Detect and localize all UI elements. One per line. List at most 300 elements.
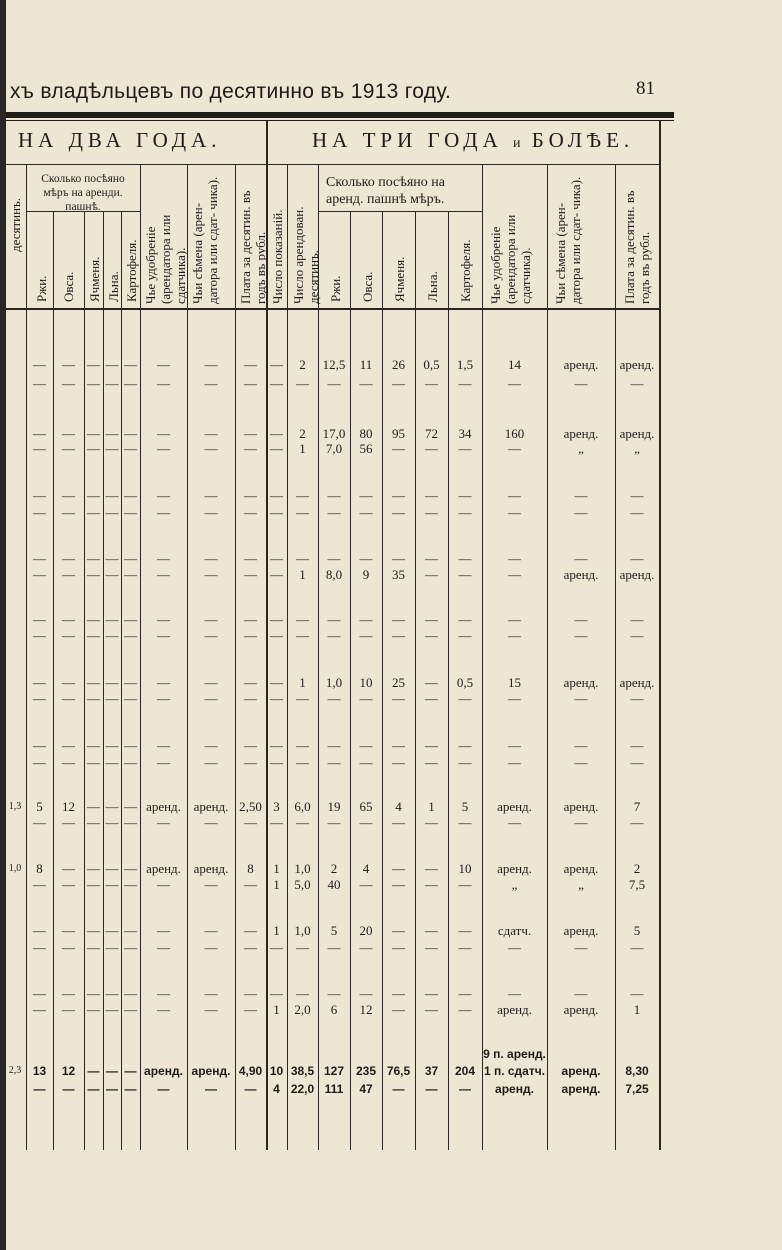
table-cell: — (62, 691, 75, 706)
table-cell: — (204, 612, 218, 627)
table-cell: — (204, 877, 218, 892)
table-cell: — (270, 376, 283, 391)
table-cell: — (425, 755, 438, 770)
table-cell: — (296, 376, 309, 391)
table-cell: — (425, 1082, 438, 1096)
table-cell: — (458, 923, 472, 938)
table-cell: — (124, 551, 137, 566)
table-cell: — (204, 940, 218, 955)
table-cell: 7,0 (325, 441, 343, 456)
table-cell: — (62, 815, 75, 830)
table-cell: — (204, 815, 218, 830)
table-cell: — (124, 426, 137, 441)
table-cell: — (204, 426, 218, 441)
table-cell: 2 (299, 426, 306, 441)
table-cell: — (33, 488, 46, 503)
table-cell: — (574, 940, 588, 955)
table-cell: — (87, 1064, 100, 1078)
table-cell: — (458, 376, 472, 391)
table-cell: — (124, 861, 137, 876)
table-cell: — (574, 986, 588, 1001)
table-cell: „ (578, 441, 584, 456)
table-cell: — (204, 1002, 218, 1017)
table-cell: — (359, 815, 373, 830)
header-rye: Ржи. (34, 275, 49, 302)
table-cell: — (327, 940, 341, 955)
table-cell: — (124, 877, 137, 892)
table-cell: — (105, 877, 119, 892)
table-cell: — (157, 376, 170, 391)
table-cell: — (105, 861, 119, 876)
table-cell: 7,5 (628, 877, 646, 892)
table-cell: — (244, 815, 257, 830)
table-cell: „ (634, 441, 640, 456)
table-cell: — (62, 551, 75, 566)
table-cell: — (270, 628, 283, 643)
table-cell: — (425, 376, 438, 391)
section-three-more: БОЛѢЕ. (531, 128, 635, 152)
table-cell: — (392, 815, 405, 830)
table-cell: — (425, 877, 438, 892)
table-cell: — (392, 376, 405, 391)
table-cell: — (327, 738, 341, 753)
table-cell: 0,5 (423, 357, 440, 372)
table-cell: — (270, 738, 283, 753)
table-cell: — (33, 815, 46, 830)
table-cell: — (62, 923, 75, 938)
table-cell: — (124, 1002, 137, 1017)
table-cell: — (327, 551, 341, 566)
table-cell: — (574, 738, 588, 753)
table-cell: — (359, 738, 373, 753)
table-cell: — (33, 738, 46, 753)
table-cell: 38,5 (290, 1064, 315, 1078)
table-cell: — (204, 488, 218, 503)
table-cell: 1 (299, 675, 306, 690)
table-cell: аренд. (497, 1002, 532, 1017)
table-cell: — (459, 1082, 471, 1096)
table-cell: — (270, 986, 283, 1001)
table-cell: 8,30 (625, 1064, 649, 1078)
table-cell: — (458, 691, 472, 706)
table-cell: — (33, 675, 46, 690)
table-cell: 1 (273, 877, 280, 892)
table-cell: — (392, 488, 405, 503)
table-cell: — (157, 940, 170, 955)
table-cell: — (630, 738, 644, 753)
table-cell: — (392, 877, 405, 892)
table-cell: 8,0 (325, 567, 343, 582)
table-cell: 4 (362, 861, 370, 876)
table-cell: 2 (299, 357, 306, 372)
table-cell: сдатч. (497, 923, 532, 938)
table-cell: — (574, 628, 588, 643)
table-cell: — (359, 940, 373, 955)
table-cell: — (124, 1064, 137, 1078)
table-cell: — (425, 861, 438, 876)
table-cell: — (87, 940, 100, 955)
page-number: 81 (636, 78, 655, 99)
table-cell: 2,0 (294, 1002, 311, 1017)
table-cell: — (508, 376, 521, 391)
table-cell: — (574, 488, 588, 503)
table-cell: — (425, 675, 438, 690)
table-cell: — (62, 877, 75, 892)
table-cell: „ (578, 877, 584, 892)
table-cell: — (62, 675, 75, 690)
table-cell: — (508, 940, 521, 955)
table-cell: — (105, 755, 119, 770)
table-cell: аренд. (619, 426, 655, 441)
table-cell: — (105, 815, 119, 830)
header-left-partial: десятинъ. (8, 197, 23, 252)
header-fertilizer-3: Чье удобреніе (арендатора или сдатчика). (488, 214, 533, 304)
table-cell: — (204, 357, 218, 372)
table-cell: — (204, 441, 218, 456)
table-cell: — (458, 441, 472, 456)
table-cell: 20 (359, 923, 373, 938)
table-cell: — (204, 755, 218, 770)
table-cell: 12,5 (322, 357, 346, 372)
table-cell: — (62, 1002, 75, 1017)
table-cell: — (244, 488, 257, 503)
table-cell: — (157, 738, 170, 753)
table-cell: 2 (633, 861, 641, 876)
table-cell: — (157, 923, 170, 938)
table-cell: — (630, 612, 644, 627)
header-group-two: Сколько посѣяно мѣръ на аренди. пашнѣ. (41, 173, 125, 213)
table-cell: — (157, 1002, 170, 1017)
table-cell: — (630, 815, 644, 830)
table-cell: — (458, 612, 472, 627)
table-cell: — (458, 877, 472, 892)
table-cell: — (87, 441, 100, 456)
table-cell: 26 (392, 357, 405, 372)
table-cell: — (157, 488, 170, 503)
table-cell: — (105, 923, 119, 938)
table-cell: — (392, 1002, 405, 1017)
header-fertilizer: Чье удобреніе (арендатора или сдатчика). (143, 214, 188, 304)
table-cell: аренд. (563, 357, 599, 372)
table-cell: — (124, 376, 137, 391)
table-cell: — (62, 986, 75, 1001)
table-cell: — (630, 551, 644, 566)
table-cell: — (392, 738, 405, 753)
table-cell: — (124, 612, 137, 627)
table-cell: — (244, 612, 257, 627)
table-cell: 15 (508, 675, 521, 690)
table-cell: 1,0 (325, 675, 343, 690)
table-cell: — (296, 738, 309, 753)
table-cell: — (244, 357, 257, 372)
table-cell: — (62, 628, 75, 643)
table-cell: — (124, 738, 137, 753)
table-cell: — (105, 1002, 119, 1017)
header-oats: Овса. (61, 271, 76, 302)
table-cell: — (327, 815, 341, 830)
table-cell: — (270, 815, 283, 830)
table-cell: — (87, 376, 100, 391)
group-three-underline (318, 211, 482, 212)
table-cell: аренд. (563, 923, 599, 938)
table-cell: — (244, 738, 257, 753)
table-cell: 17,0 (322, 426, 346, 441)
table-cell: — (296, 755, 309, 770)
header-potato-3: Картофеля. (458, 239, 473, 302)
table-cell: — (392, 940, 405, 955)
table-cell: — (244, 986, 257, 1001)
table-cell: аренд. (497, 861, 532, 876)
table-cell: — (508, 441, 521, 456)
table-cell: — (508, 691, 521, 706)
header-num-shown: Число показаній. (270, 209, 285, 304)
table-cell: — (87, 488, 100, 503)
table-cell: — (87, 738, 100, 753)
table-cell: — (244, 441, 257, 456)
table-cell: — (157, 877, 170, 892)
table-cell: — (359, 755, 373, 770)
table-cell: — (244, 1002, 257, 1017)
table-cell: — (204, 505, 218, 520)
table-cell: аренд. (495, 1082, 534, 1096)
table-cell: 3 (273, 799, 280, 814)
table-cell: — (244, 877, 257, 892)
table-cell: — (270, 567, 283, 582)
table-cell: — (204, 923, 218, 938)
table-cell: — (105, 691, 119, 706)
table-cell: — (87, 799, 100, 814)
table-cell: — (574, 612, 588, 627)
table-cell: — (392, 628, 405, 643)
table-cell: — (392, 612, 405, 627)
table-cell: 12 (62, 799, 75, 814)
table-cell: 1 (273, 1002, 280, 1017)
table-cell: — (425, 691, 438, 706)
table-cell: — (392, 923, 405, 938)
table-cell: — (157, 628, 170, 643)
table-cell: 19 (327, 799, 341, 814)
table-cell: — (425, 441, 438, 456)
table-cell: — (359, 877, 373, 892)
table-cell: 127 (323, 1064, 345, 1078)
table-cell: — (157, 755, 170, 770)
table-cell: — (204, 628, 218, 643)
table-cell: — (574, 691, 588, 706)
header-rye-3: Ржи. (328, 275, 343, 302)
table-cell: 8 (247, 861, 254, 876)
table-cell: — (630, 755, 644, 770)
table-cell: — (124, 357, 137, 372)
table-cell: — (296, 488, 309, 503)
table-cell: — (574, 755, 588, 770)
table-cell: — (105, 357, 119, 372)
table-cell: — (87, 815, 100, 830)
table-cell: — (359, 488, 373, 503)
table-cell: 1 (273, 923, 280, 938)
table-cell: — (33, 628, 46, 643)
table-cell: 9 (362, 567, 370, 582)
table-cell: 1 п. сдатч. (483, 1064, 546, 1078)
section-title-two-years: НА ДВА ГОДА. (18, 128, 222, 152)
table-cell: — (630, 376, 644, 391)
table-cell: — (204, 567, 218, 582)
table-cell: — (296, 505, 309, 520)
table-cell: — (105, 628, 119, 643)
table-cell: — (87, 877, 100, 892)
table-cell: 35 (392, 567, 405, 582)
table-cell: 1,0 (294, 923, 311, 938)
header-seeds-3: Чьи сѣмена (арен- датора или сдат- чика). (553, 176, 583, 304)
table-cell: 10 (458, 861, 472, 876)
table-cell: — (327, 691, 341, 706)
table-cell: — (508, 986, 521, 1001)
table-cell: — (105, 940, 119, 955)
table-cell: — (157, 441, 170, 456)
table-cell: аренд. (497, 799, 532, 814)
table-cell: — (508, 567, 521, 582)
table-cell: 13 (32, 1064, 47, 1078)
table-cell: — (359, 376, 373, 391)
table-cell: — (62, 755, 75, 770)
table-cell: — (124, 691, 137, 706)
table-cell: — (33, 986, 46, 1001)
table-cell: — (157, 612, 170, 627)
top-rule-thin (6, 120, 674, 121)
table-cell: — (105, 738, 119, 753)
table-cell: — (458, 986, 472, 1001)
table-cell: — (62, 441, 75, 456)
table-cell: — (392, 986, 405, 1001)
table-cell: аренд. (563, 861, 599, 876)
table-cell: 111 (324, 1082, 344, 1096)
table-cell: — (157, 1082, 170, 1096)
table-cell: 25 (392, 675, 405, 690)
section-three-main: НА ТРИ ГОДА (312, 128, 503, 152)
table-cell: 5 (633, 923, 641, 938)
table-cell: аренд. (619, 357, 655, 372)
table-cell: — (630, 986, 644, 1001)
table-cell: аренд. (193, 861, 229, 876)
table-cell: — (574, 551, 588, 566)
table-cell: — (458, 755, 472, 770)
table-cell: аренд. (563, 1002, 599, 1017)
header-seeds: Чьи сѣмена (арен- датора или сдат- чика). (190, 176, 220, 304)
right-border (659, 120, 661, 1150)
table-cell: — (124, 799, 137, 814)
table-cell: 76,5 (386, 1064, 411, 1078)
table-cell: — (425, 986, 438, 1001)
table-cell: аренд. (146, 799, 181, 814)
table-cell: — (33, 505, 46, 520)
table-cell: — (458, 940, 472, 955)
table-cell: — (33, 551, 46, 566)
table-cell: — (157, 551, 170, 566)
table-cell: — (425, 923, 438, 938)
table-cell: — (33, 567, 46, 582)
table-cell: — (425, 628, 438, 643)
table-cell: 160 (504, 426, 525, 441)
table-cell: 47 (359, 1082, 373, 1096)
header-flax: Льна. (106, 271, 121, 302)
table-cell: — (105, 986, 119, 1001)
table-cell: — (62, 861, 75, 876)
table-cell: — (204, 376, 218, 391)
table-cell: — (62, 426, 75, 441)
table-cell: — (62, 612, 75, 627)
table-cell: — (327, 376, 341, 391)
table-cell: — (630, 628, 644, 643)
table-cell: аренд. (191, 1064, 231, 1078)
table-cell: — (124, 923, 137, 938)
table-cell: — (508, 628, 521, 643)
table-cell: — (327, 986, 341, 1001)
table-cell: — (87, 505, 100, 520)
table-cell: — (270, 755, 283, 770)
table-cell: — (244, 755, 257, 770)
table-cell: — (33, 441, 46, 456)
table-cell: — (157, 567, 170, 582)
table-cell: — (87, 1082, 100, 1096)
table-cell: — (392, 1082, 405, 1096)
top-rule (6, 112, 674, 118)
table-cell: — (87, 426, 100, 441)
table-cell: — (392, 691, 405, 706)
table-cell: — (392, 551, 405, 566)
table-cell: — (508, 738, 521, 753)
table-cell: 37 (424, 1064, 439, 1078)
table-cell: — (87, 691, 100, 706)
table-cell: — (87, 861, 100, 876)
table-cell: — (359, 691, 373, 706)
table-cell: — (124, 488, 137, 503)
table-cell: — (87, 755, 100, 770)
table-cell: — (359, 986, 373, 1001)
table-cell: 6,0 (294, 799, 311, 814)
table-cell: — (124, 567, 137, 582)
table-cell: 6 (330, 1002, 338, 1017)
header-potato: Картофеля. (124, 239, 139, 302)
table-cell: — (87, 1002, 100, 1017)
table-cell: — (105, 567, 119, 582)
header-barley-3: Ячменя. (392, 256, 407, 302)
table-cell: — (124, 505, 137, 520)
table-cell: 1 (273, 861, 280, 876)
table-cell: — (425, 940, 438, 955)
table-cell: — (62, 738, 75, 753)
table-cell: 2,50 (239, 799, 262, 814)
header-oats-3: Овса. (360, 271, 375, 302)
table-cell: — (425, 738, 438, 753)
table-cell: — (458, 551, 472, 566)
table-cell: 34 (458, 426, 472, 441)
table-cell: 22,0 (290, 1082, 315, 1096)
table-cell: — (327, 628, 341, 643)
table-cell: — (33, 1082, 46, 1096)
table-cell: 1,5 (456, 357, 474, 372)
table-cell: — (359, 612, 373, 627)
table-cell: — (87, 675, 100, 690)
table-cell: аренд. (619, 567, 655, 582)
table-cell: — (87, 567, 100, 582)
table-cell: — (33, 426, 46, 441)
header-line-1 (6, 164, 660, 165)
table-cell: — (124, 755, 137, 770)
table-cell: — (296, 628, 309, 643)
table-cell: — (244, 1082, 257, 1096)
table-cell: — (359, 551, 373, 566)
table-cell: — (458, 628, 472, 643)
table-cell: 5,0 (294, 877, 311, 892)
